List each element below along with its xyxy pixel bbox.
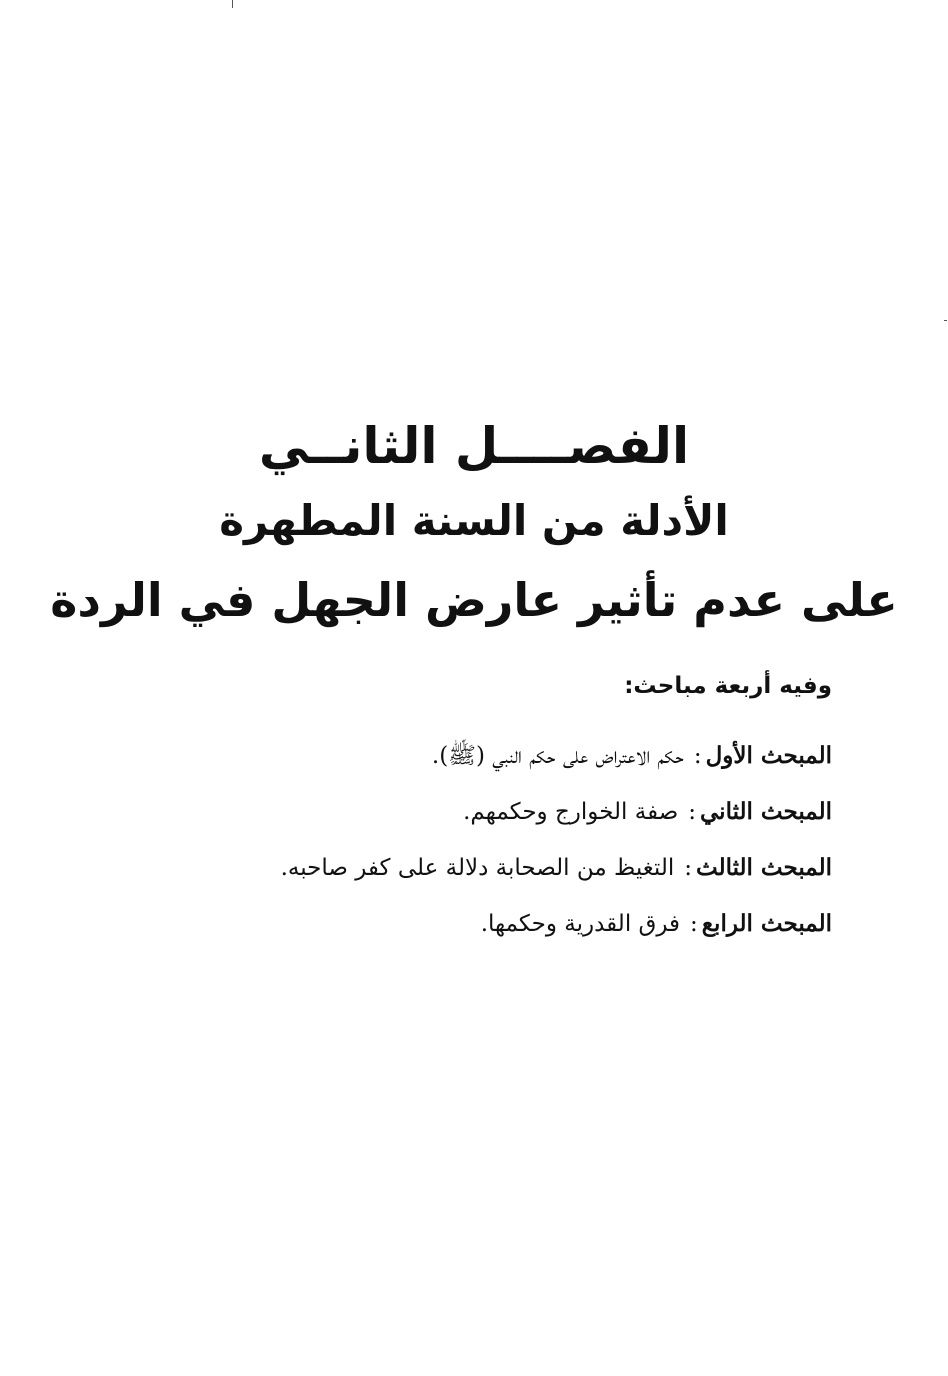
chapter-title-line-1: الأدلة من السنة المطهرة bbox=[219, 496, 729, 545]
section-separator: : bbox=[690, 911, 698, 937]
section-label: المبحث الرابع bbox=[701, 910, 832, 937]
section-label: المبحث الثالث bbox=[695, 854, 832, 881]
scan-artifact-mark bbox=[944, 320, 947, 321]
sections-intro: وفيه أربعة مباحث: bbox=[624, 673, 832, 699]
section-label: المبحث الثاني bbox=[700, 798, 832, 825]
chapter-label: الفصــــل الثانــي bbox=[258, 417, 690, 475]
sections-list bbox=[32, 733, 832, 957]
section-label: المبحث الأول bbox=[705, 742, 832, 769]
section-separator: : bbox=[684, 855, 692, 881]
chapter-title-line-2: على عدم تأثير عارض الجهل في الردة bbox=[50, 573, 898, 627]
section-item-3 bbox=[32, 845, 832, 901]
section-item-1 bbox=[32, 733, 832, 789]
section-item-4 bbox=[32, 901, 832, 957]
section-separator: : bbox=[693, 743, 702, 769]
section-separator: : bbox=[688, 799, 696, 825]
section-text: التغيظ من الصحابة دلالة على كفر صاحبه. bbox=[280, 855, 675, 881]
section-text: حكم الاعتراض على حكم النبي (ﷺ). bbox=[431, 743, 684, 769]
section-text: صفة الخوارج وحكمهم. bbox=[463, 799, 679, 825]
section-item-2 bbox=[32, 789, 832, 845]
scan-artifact-mark bbox=[232, 0, 233, 8]
section-text: فرق القدرية وحكمها. bbox=[480, 911, 681, 937]
